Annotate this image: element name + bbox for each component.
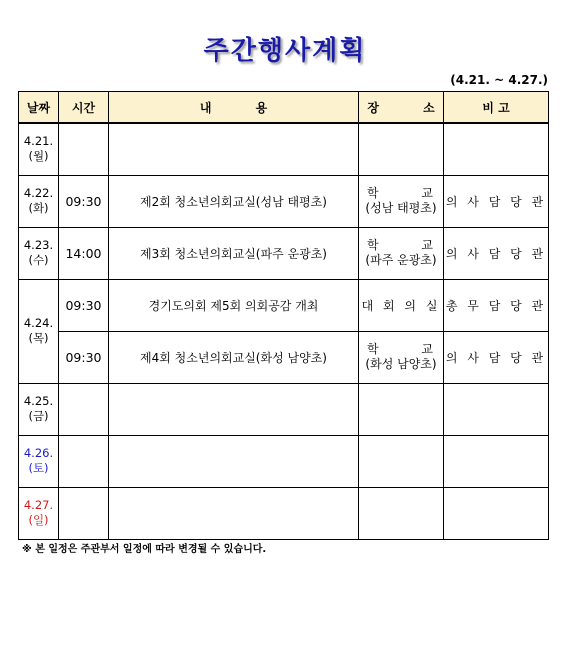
content-cell: 제4회 청소년의회교실(화성 남양초): [109, 331, 359, 383]
date-cell: 4.23. (수): [19, 227, 59, 279]
content-cell: [109, 487, 359, 539]
header-date: 날짜: [19, 92, 59, 124]
place-cell: 학 교 (파주 운광초): [359, 227, 444, 279]
time-cell: 09:30: [59, 279, 109, 331]
table-row: [19, 123, 549, 175]
time-cell: 09:30: [59, 175, 109, 227]
note-cell: [444, 123, 549, 175]
place-cell: [359, 383, 444, 435]
note-cell: 의 사 담 당 관: [444, 175, 549, 227]
note-cell: [444, 487, 549, 539]
place-cell: [359, 435, 444, 487]
time-cell: [59, 383, 109, 435]
content-cell: 경기도의회 제5회 의회공감 개최: [109, 279, 359, 331]
date-cell: 4.22. (화): [19, 175, 59, 227]
note-cell: 총 무 담 당 관: [444, 279, 549, 331]
time-cell: 14:00: [59, 227, 109, 279]
place-cell: [359, 123, 444, 175]
content-cell: [109, 435, 359, 487]
date-cell: 4.27. (일): [19, 487, 59, 539]
table-row: [19, 279, 549, 331]
table-row: [19, 175, 549, 227]
note-cell: 의 사 담 당 관: [444, 331, 549, 383]
time-cell: 09:30: [59, 331, 109, 383]
date-cell: 4.21. (월): [19, 123, 59, 175]
time-cell: [59, 123, 109, 175]
note-cell: [444, 435, 549, 487]
content-cell: [109, 383, 359, 435]
date-cell: 4.25. (금): [19, 383, 59, 435]
footnote: ※ 본 일정은 주관부서 일정에 따라 변경될 수 있습니다.: [22, 544, 267, 555]
place-cell: 학 교 (성남 태평초): [359, 175, 444, 227]
schedule-table: [18, 91, 549, 540]
place-cell: [359, 487, 444, 539]
period-range: (4.21. ~ 4.27.): [450, 73, 548, 87]
note-cell: 의 사 담 당 관: [444, 227, 549, 279]
page-title: 주간행사계획: [203, 36, 367, 66]
table-row: [19, 383, 549, 435]
table-row: [19, 227, 549, 279]
content-cell: 제2회 청소년의회교실(성남 태평초): [109, 175, 359, 227]
header-place: 장 소: [359, 92, 444, 124]
note-cell: [444, 383, 549, 435]
table-row: [19, 331, 549, 383]
place-cell: 대 회 의 실: [359, 279, 444, 331]
content-cell: 제3회 청소년의회교실(파주 운광초): [109, 227, 359, 279]
header-content: 내 용: [109, 92, 359, 124]
place-cell: 학 교 (화성 남양초): [359, 331, 444, 383]
table-row: [19, 435, 549, 487]
header-time: 시간: [59, 92, 109, 124]
time-cell: [59, 435, 109, 487]
content-cell: [109, 123, 359, 175]
table-header-row: [19, 92, 549, 124]
date-cell: 4.24. (목): [19, 279, 59, 383]
header-note: 비 고: [444, 92, 549, 124]
date-cell: 4.26. (토): [19, 435, 59, 487]
time-cell: [59, 487, 109, 539]
table-row: [19, 487, 549, 539]
